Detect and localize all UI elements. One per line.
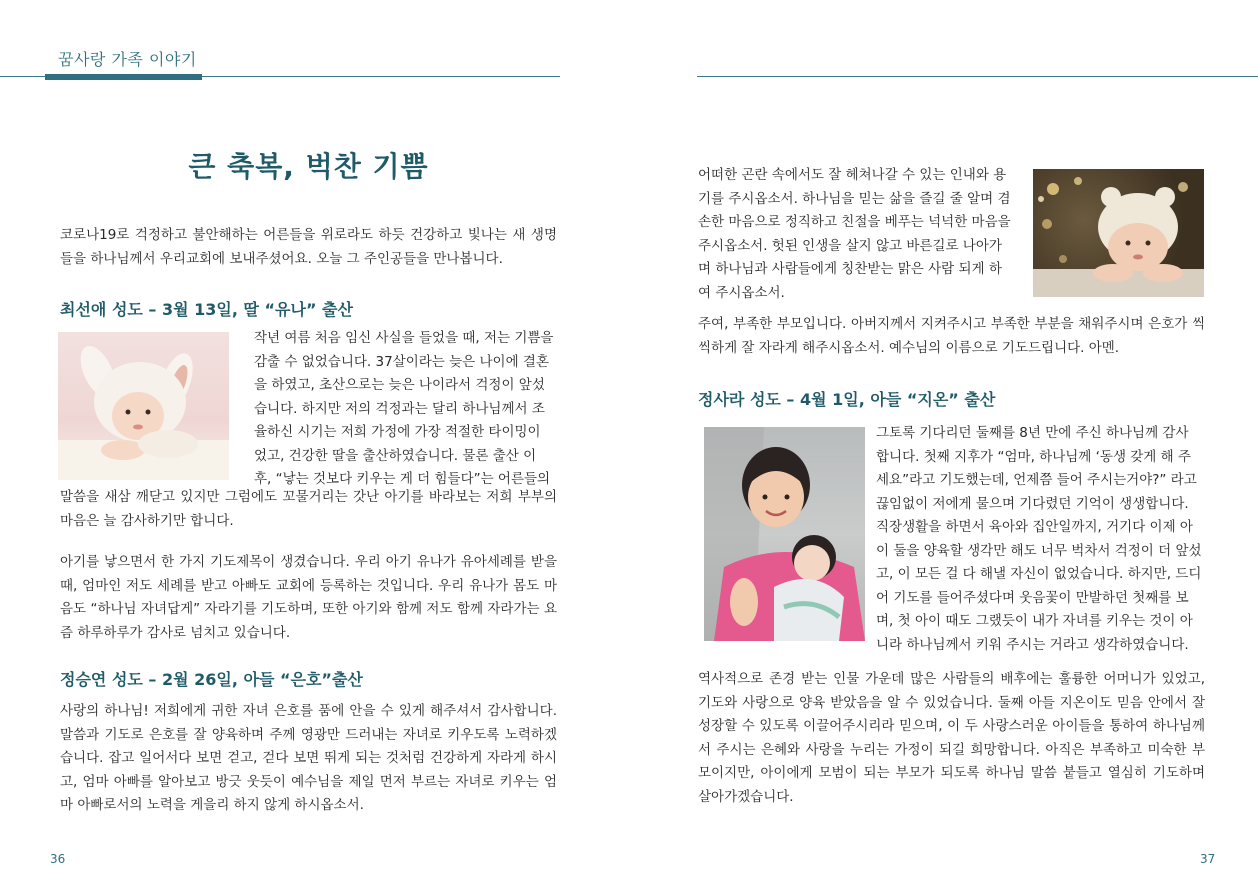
story3-text-wrap (876, 422, 1205, 657)
baby-bunny-illustration (58, 332, 229, 480)
story2-cont-line: 여 주시옵소서. (698, 284, 785, 301)
story1-line: 습니다. 하지만 저의 걱정과는 달리 하나님께서 조 (254, 400, 545, 417)
story3-line: 세요”라고 기도했는데, 언제쯤 들어 주시는거야?” 라고 (876, 472, 1197, 488)
story3-line: 그토록 기다리던 둘째를 8년 만에 주신 하나님께 감사 (876, 425, 1189, 441)
story2-cont-line: 어떠한 곤란 속에서도 잘 헤쳐나갈 수 있는 인내와 용 (698, 167, 1007, 183)
baby-knit-hat-photo (1033, 169, 1204, 297)
story3-paragraph-2: 역사적으로 존경 받는 인물 가운데 많은 사람들의 배후에는 훌륭한 어머니가 있었고, 기도와 사랑으로 양육 받았음을 알 수 있었습니다. 둘째 아들 지온이도 믿음 안에서 잘 성장할 수 있도록 이끌어주시리라 믿으며, 이 두 사랑스러운 아이들을 통하여 하나님께서 주시는 은혜와 사랑을 누리는 가정이 되길 희망합니다. 아직은 부족하고 미숙한 부모이지만, 아이에게 모범이 되는 부모가 되도록 하나님 말씀 붙들고 열심히 기도하며 살아가겠습니다. (698, 671, 1205, 805)
story1-line: 작년 여름 처음 임신 사실을 들었을 때, 저는 기쁨을 (254, 330, 554, 346)
story1-line: 율하신 시기는 저희 가정에 가장 적절한 타이밍이 (254, 424, 541, 440)
story2-closing: 주여, 부족한 부모입니다. 아버지께서 지켜주시고 부족한 부분을 채워주시며 은호가 씩씩하게 잘 자라게 해주시옵소서. 예수님의 이름으로 기도드립니다. 아멘. (698, 316, 1205, 356)
page-number-left: 36 (50, 852, 66, 866)
story2-body: 사랑의 하나님! 저희에게 귀한 자녀 은호를 품에 안을 수 있게 해주셔서 감사합니다. 말씀과 기도로 은호를 잘 양육하며 주께 영광만 드러내는 자녀로 키우도록 노력하겠습니다. 잡고 일어서다 보면 걷고, 걷다 보면 뛰게 되는 것처럼 건강하게 자라게 하시고, 엄마 아빠를 알아보고 방긋 웃듯이 예수님을 제일 먼저 부르는 자녀로 키우는 엄마 아빠로서의 노력을 게을리 하지 않게 하시옵소서. (60, 703, 557, 813)
story1-line: 감출 수 없었습니다. 37살이라는 늦은 나이에 결혼 (254, 353, 549, 370)
story3-line: 어 기도를 들어주셨다며 웃음꽃이 만발하던 첫째를 보 (876, 589, 1189, 606)
story3-line: 이 둘을 양육할 생각만 해도 너무 벅차서 걱정이 더 앞섰 (876, 542, 1202, 559)
section-label: 꿈사랑 가족 이야기 (58, 50, 197, 69)
story2-heading: 정승연 성도 – 2월 26일, 아들 “은호”출산 (60, 670, 363, 689)
story3-line: 끊임없이 저에게 물으며 기다렸던 기억이 생생합니다. (876, 495, 1189, 512)
story2-continuation (698, 164, 1022, 305)
intro-paragraph: 코로나19로 걱정하고 불안해하는 어른들을 위로라도 하듯 건강하고 빛나는 새 생명들을 하나님께서 우리교회에 보내주셨어요. 오늘 그 주인공들을 만나봅니다. (60, 227, 557, 267)
story1-continuation: 말씀을 새삼 깨닫고 있지만 그럼에도 꼬물거리는 갓난 아기를 바라보는 저희 부부의 마음은 늘 감사하기만 합니다. (60, 489, 557, 529)
story1-line: 었고, 건강한 딸을 출산하였습니다. 물론 출산 이 (254, 447, 537, 464)
article-title: 큰 축복, 벅찬 기쁨 (188, 150, 429, 183)
baby-knit-hat-illustration (1033, 169, 1204, 297)
story3-line: 합니다. 첫째 지후가 “엄마, 하나님께 ‘동생 갖게 해 주 (876, 448, 1192, 465)
story3-line: 고, 이 모든 걸 다 해낼 자신이 없었습니다. 하지만, 드디 (876, 566, 1202, 582)
story1-line: 을 하였고, 초산으로는 늦은 나이라서 걱정이 앞섰 (254, 377, 545, 393)
story3-heading: 정사라 성도 – 4월 1일, 아들 “지온” 출산 (698, 390, 996, 409)
story1-heading: 최선애 성도 – 3월 13일, 딸 “유나” 출산 (60, 300, 353, 319)
siblings-illustration (704, 427, 865, 641)
story1-text-wrap (254, 327, 555, 492)
story2-cont-line: 기를 주시옵소서. 하나님을 믿는 삶을 즐길 줄 알며 겸 (698, 190, 1011, 207)
siblings-photo (704, 427, 865, 641)
page-number-right: 37 (1200, 852, 1216, 866)
story2-cont-line: 손한 마음으로 정직하고 친절을 베푸는 넉넉한 마음을 (698, 214, 1011, 230)
header-accent-bar (45, 74, 202, 80)
story2-cont-line: 주시옵소서. 헛된 인생을 살지 않고 바른길로 나아가 (698, 237, 1002, 254)
story3-line: 직장생활을 하면서 육아와 집안일까지, 거기다 이제 아 (876, 519, 1193, 535)
baby-bunny-photo (58, 332, 229, 480)
header-rule-right (697, 76, 1258, 77)
story1-line: 후, “낳는 것보다 키우는 게 더 힘들다”는 어른들의 (254, 471, 551, 487)
story2-cont-line: 며 하나님과 사람들에게 칭찬받는 맑은 사람 되게 하 (698, 261, 1002, 277)
story3-line: 니라 하나님께서 키워 주시는 거라고 생각하였습니다. (876, 636, 1189, 653)
story3-line: 며, 첫 아이 때도 그랬듯이 내가 자녀를 키우는 것이 아 (876, 613, 1193, 629)
story1-paragraph-2: 아기를 낳으면서 한 가지 기도제목이 생겼습니다. 우리 아기 유나가 유아세례를 받을 때, 엄마인 저도 세례를 받고 아빠도 교회에 등록하는 것입니다. 우리 유나가 몸도 마음도 “하나님 자녀답게” 자라기를 기도하며, 또한 아기와 함께 저도 함께 자라가는 요즘 하루하루가 감사로 넘치고 있습니다. (60, 554, 557, 641)
